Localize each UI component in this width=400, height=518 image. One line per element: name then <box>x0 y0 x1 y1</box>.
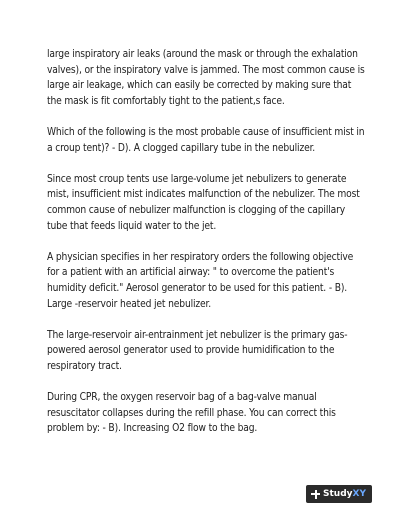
paragraph: large inspiratory air leaks (around the mask or through the exhalation valves), or the inspiratory valve is jammed. The most common cause is large air leakage, which can easily be corrected by making sure that the mask is fit comfortably tight to the patient,s face. <box>47 49 365 107</box>
paragraph: Which of the following is the most probable cause of insufficient mist in a croup tent)? - D). A clogged capillary tube in the nebulizer. <box>47 126 365 154</box>
paragraph: Since most croup tents use large-volume jet nebulizers to generate mist, insufficient mist indicates malfunction of the nebulizer. The most common cause of nebulizer malfunction is clogging of the capillary tube that feeds liquid water to the jet. <box>47 173 360 232</box>
paragraph: The large-reservoir air-entrainment jet nebulizer is the primary gas-powered aerosol generator used to provide humidification to the respiratory tract. <box>47 329 348 372</box>
studyxy-logo[interactable] <box>306 485 372 503</box>
brand-name-accent: XY <box>352 489 366 499</box>
document-body <box>47 47 367 452</box>
paragraph: A physician specifies in her respiratory orders the following objective for a patient with an artificial airway: " to overcome the patient's humidity deficit." Aerosol generator to be used for this patient. - B). Large -reservoir heated jet nebulizer. <box>47 251 354 310</box>
plus-icon <box>311 490 320 499</box>
brand-name-main: Study <box>323 489 353 499</box>
brand-name <box>323 489 366 499</box>
paragraph: During CPR, the oxygen reservoir bag of a bag-valve manual resuscitator collapses during the refill phase. You can correct this problem by: - B). Increasing O2 flow to the bag. <box>47 392 336 435</box>
